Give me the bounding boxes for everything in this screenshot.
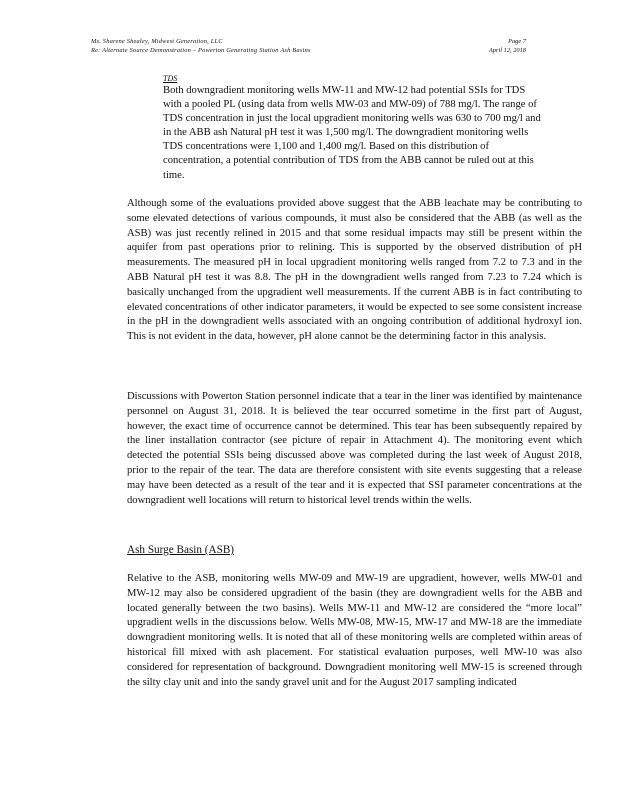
page-header-line-2 [91, 46, 526, 55]
paragraph-asb-text: Relative to the ASB, monitoring wells MW-09 and MW-19 are upgradient, however, wells MW-01 and MW-12 may also be considered upgradient of the basin (they are downgradient wells for the ABB and located generally between the two basins). Wells MW-11 and MW-12 are considered the “more local” upgradient wells in the discussions below. Wells MW-08, MW-15, MW-17 and MW-18 are the immediate downgradient monitoring wells. It is noted that all of these monitoring wells are completed within areas of historical fill mixed with ash placement. For statistical evaluation purposes, well MW-10 was also considered for representation of background. Downgradient monitoring well MW-15 is screened through the silty clay unit and into the sandy gravel unit and for the August 2017 sampling indicated [127, 573, 582, 688]
paragraph-abb-relining [127, 197, 582, 345]
header-date: April 12, 2018 [488, 47, 526, 54]
page-header-line-1 [91, 37, 526, 46]
section-title-ash-surge-basin: Ash Surge Basin (ASB) [127, 544, 235, 556]
paragraph-liner-tear-text: Discussions with Powerton Station personnel indicate that a tear in the liner was identified by maintenance personnel on August 31, 2018. It is believed the tear occurred sometime in the first part of August, however, the exact time of occurrence cannot be determined. This tear has been subsequently repaired by the liner installation contractor (see picture of repair in Attachment 4). The monitoring event which detected the potential SSIs being discussed above was completed during the last week of August 2018, prior to the repair of the tear. The data are therefore consistent with site events suggesting that a release may have been detected as a result of the tear and it is expected that SSI parameter concentrations at the downgradient well locations will return to historical level trends within the wells. [127, 391, 582, 506]
page-number: Page 7 [508, 38, 526, 45]
tds-section [163, 74, 541, 183]
paragraph-abb-relining-text: Although some of the evaluations provided above suggest that the ABB leachate may be contributing to some elevated detections of various compounds, it must also be considered that the ABB (as well as the ASB) was just recently relined in 2015 and that some residual impacts may still be present within the aquifer from past operations prior to relining. This is supported by the observed distribution of pH measurements. The measured pH in local upgradient monitoring wells ranged from 7.2 to 7.3 and in the ABB Natural pH test it was 8.8. The pH in the downgradient wells ranged from 7.23 to 7.24 which is basically unchanged from the upgradient well measurements. If the current ABB is in fact contributing to elevated concentrations of other indicator parameters, it would be expected to see some consistent increase in the pH in the downgradient wells associated with an ongoing contribution of additional hydroxyl ion. This is not evident in the data, however, pH alone cannot be the determining factor in this analysis. [127, 198, 582, 343]
header-subject: Re: Alternate Source Demonstration – Powerton Generating Station Ash Basins [91, 47, 311, 54]
tds-title: TDS [163, 74, 178, 83]
paragraph-liner-tear [127, 390, 582, 508]
tds-paragraph: Both downgradient monitoring wells MW-11 and MW-12 had potential SSIs for TDS with a pooled PL (using data from wells MW-03 and MW-09) of 788 mg/l. The range of TDS concentration in just the local upgradient monitoring wells was 630 to 700 mg/l and in the ABB ash Natural pH test it was 1,500 mg/l. The downgradient monitoring wells TDS concentrations were 1,100 and 1,400 mg/l. Based on this distribution of concentration, a potential contribution of TDS from the ABB cannot be ruled out at this time. [163, 85, 541, 181]
paragraph-asb [127, 572, 582, 690]
header-addressee: Ms. Sharene Shealey, Midwest Generation, LLC [91, 38, 223, 45]
